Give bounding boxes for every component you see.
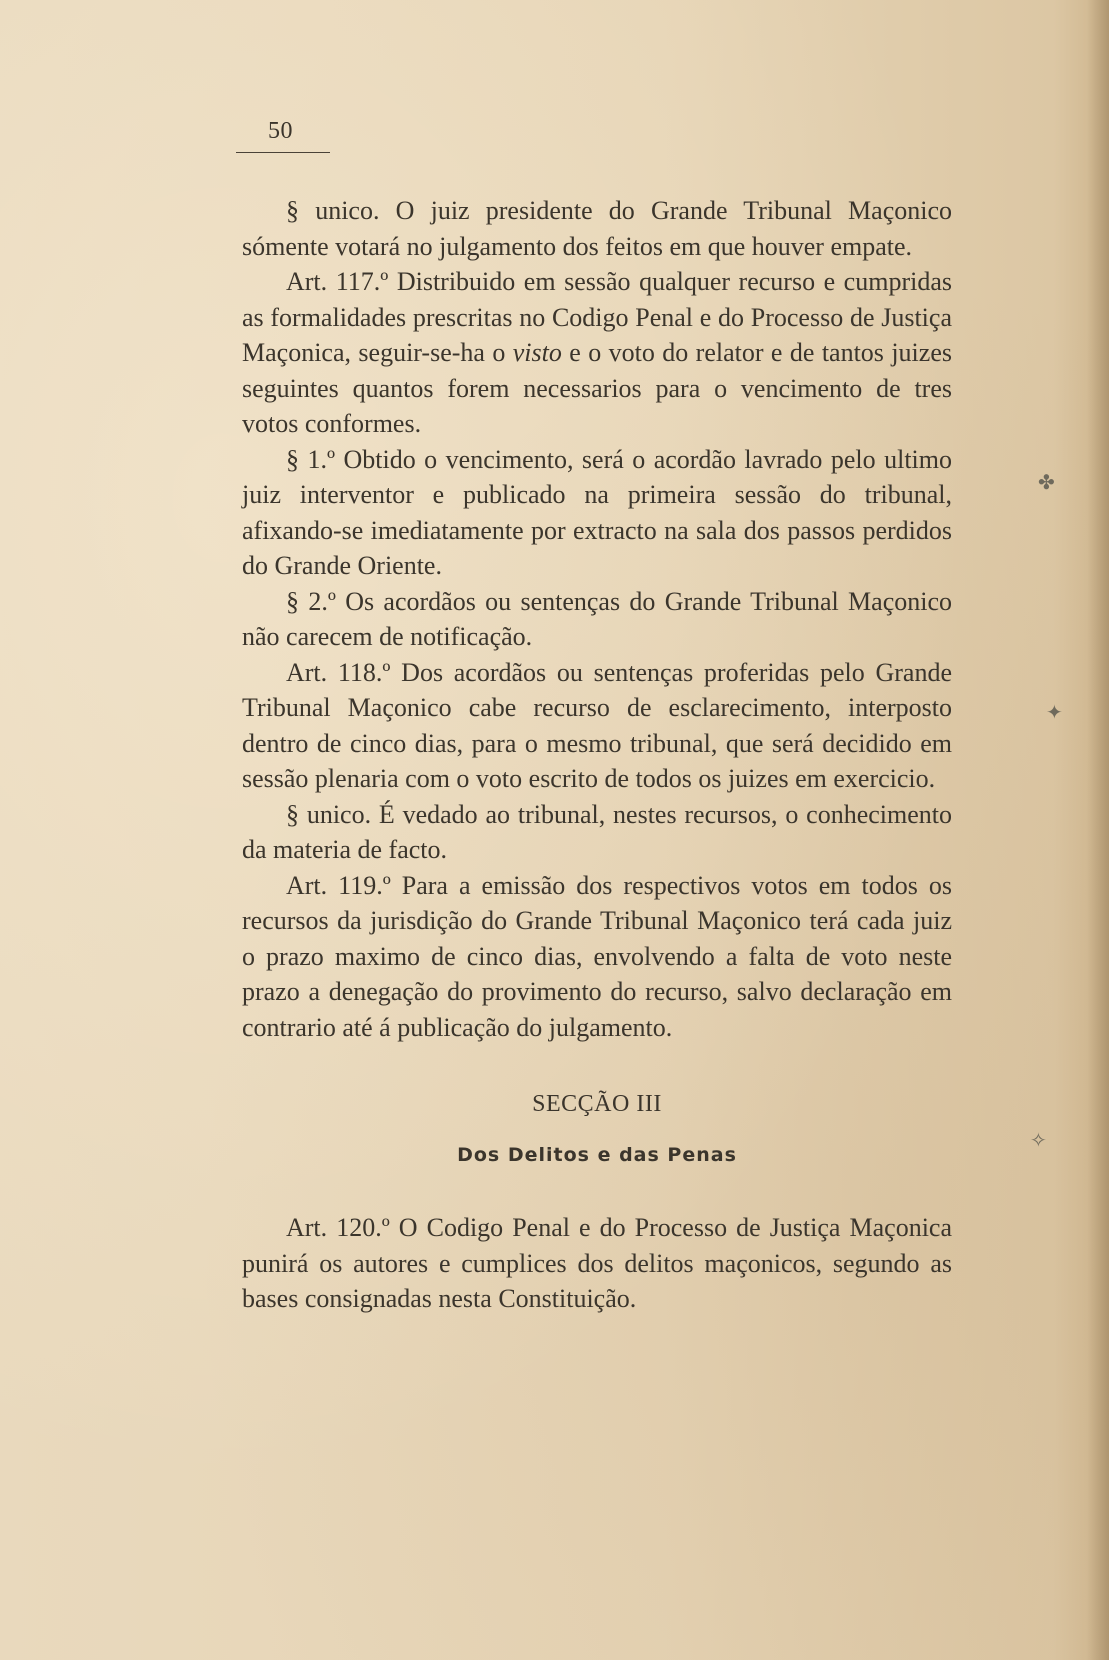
section-heading: SECÇÃO III (532, 1091, 662, 1117)
page-number: 50 (268, 118, 293, 144)
art-117-italic-word: visto (512, 338, 562, 367)
margin-stain-mark: ✦ (1046, 700, 1063, 724)
section-subheading: Dos Delitos e das Penas (457, 1144, 737, 1166)
paragraph-art-120: Art. 120.º O Codigo Penal e do Processo de Justiça Maçonica punirá os autores e cumplices dos delitos maçonicos, segundo as bases consignadas nesta Constituição. (242, 1213, 952, 1313)
paragraph-art-119: Art. 119.º Para a emissão dos respectivos votos em todos os recursos da jurisdição do Grande Tribunal Maçonico terá cada juiz o prazo maximo de cinco dias, envolvendo a falta de voto neste prazo a denegação do provimento do recurso, salvo declaração em contrario até á publicação do julgamento. (242, 870, 952, 1042)
art-117-text-end: e o voto do relator e de tantos juizes seguintes quantos forem necessarios para o vencimento de tres votos conformes. (242, 338, 952, 438)
paragraph-art-118: Art. 118.º Dos acordãos ou sentenças proferidas pelo Grande Tribunal Maçonico cabe recurso de esclarecimento, interposto dentro de cinco dias, para o mesmo tribunal, que será decidido em sessão plenaria com o voto escrito de todos os juizes em exercicio. (242, 657, 952, 793)
margin-stain-mark: ✧ (1030, 1128, 1047, 1152)
paragraph-section-2: § 2.º Os acordãos ou sentenças do Grande Tribunal Maçonico não carecem de notificação. (242, 586, 952, 651)
body-text (242, 193, 952, 1317)
margin-stain-mark: ✤ (1038, 470, 1055, 494)
page-edge-shadow (1087, 0, 1109, 1660)
art-117-text-start: Art. 117.º Distribuido em sessão qualquer recurso e cumpridas as formalidades prescritas no Codigo Penal e do Processo de Justiça Maçonica, seguir-se-ha o (242, 267, 952, 367)
paragraph-art-117 (242, 264, 952, 442)
paragraph-unico-presidente: § unico. O juiz presidente do Grande Tribunal Maçonico sómente votará no julgamento dos feitos em que houver empate. (242, 196, 952, 261)
page-number-rule (236, 152, 330, 153)
paragraph-section-1: § 1.º Obtido o vencimento, será o acordão lavrado pelo ultimo juiz interventor e publicado na primeira sessão do tribunal, afixando-se imediatamente por extracto na sala dos passos perdidos do Grande Oriente. (242, 444, 952, 580)
paragraph-unico-vedado: § unico. É vedado ao tribunal, nestes recursos, o conhecimento da materia de facto. (242, 799, 952, 864)
